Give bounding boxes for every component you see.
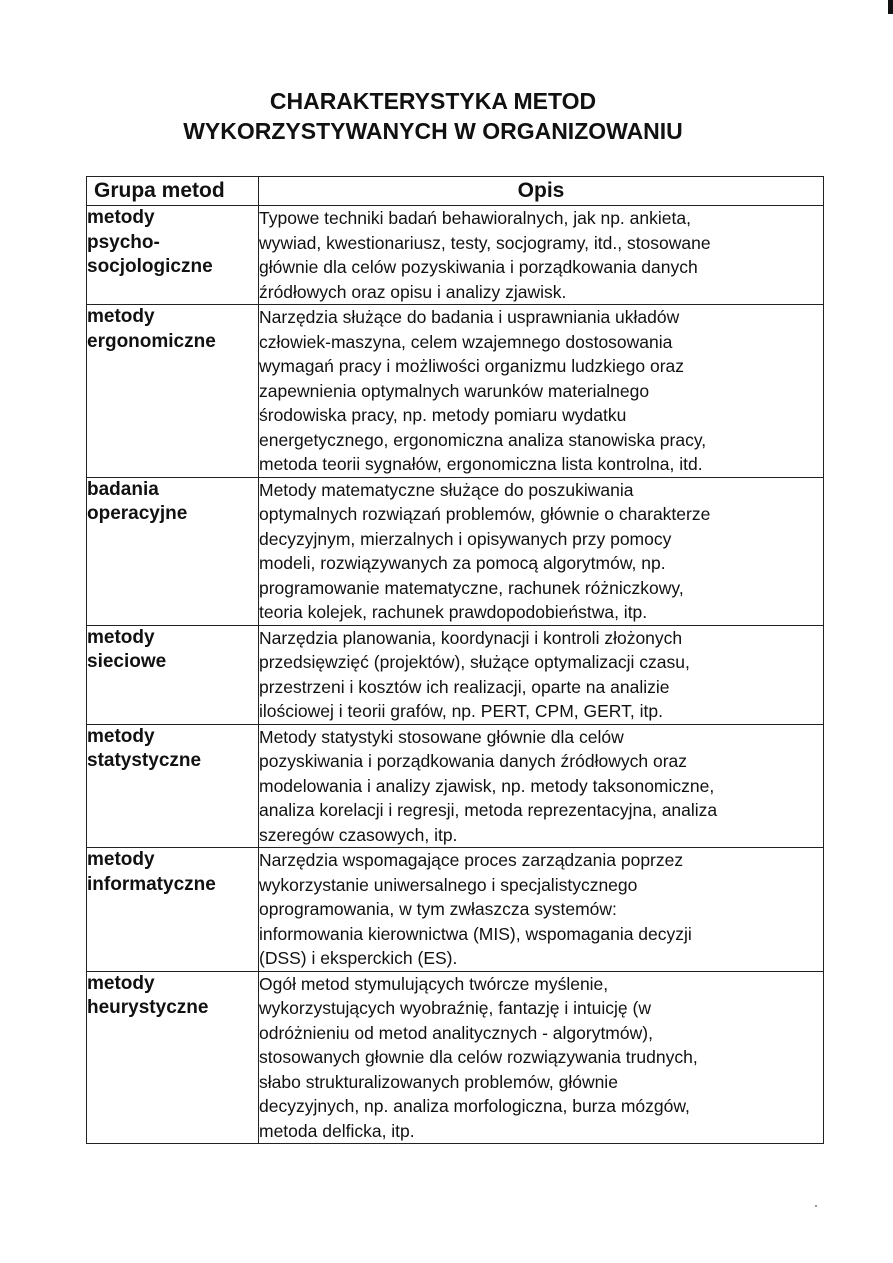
- method-description-line: stosowanych głownie dla celów rozwiązywania trudnych,: [259, 1047, 698, 1067]
- method-description-line: wymagań pracy i możliwości organizmu ludzkiego oraz: [259, 356, 685, 376]
- method-group-name-line: badania: [87, 478, 159, 500]
- method-group-name-line: metody: [87, 207, 155, 228]
- method-group-cell: [87, 971, 259, 1144]
- method-description-line: Narzędzia wspomagające proces zarządzania poprzez: [259, 850, 684, 870]
- method-description-line: szeregów czasowych, itp.: [259, 824, 458, 845]
- method-description-line: człowiek-maszyna, celem wzajemnego dostosowania: [259, 331, 673, 352]
- method-description-cell: [259, 848, 824, 972]
- method-group-cell: [87, 625, 259, 724]
- method-group-name-line: operacyjne: [87, 503, 188, 524]
- title-line: CHARAKTERYSTYKA METOD: [269, 88, 597, 114]
- method-description-cell: [259, 477, 824, 625]
- method-description-line: odróżnieniu od metod analitycznych - algorytmów),: [259, 1022, 653, 1043]
- method-description-line: analiza korelacji i regresji, metoda reprezentacyjna, analiza: [259, 800, 718, 820]
- table-header-row: [87, 177, 824, 206]
- method-group-cell: [87, 206, 259, 305]
- method-description-line: Metody statystyki stosowane głównie dla celów: [259, 726, 624, 747]
- method-description-line: metoda teorii sygnałów, ergonomiczna lista kontrolna, itd.: [259, 454, 703, 474]
- method-group-cell: [87, 848, 259, 972]
- method-group-name-line: statystyczne: [87, 750, 202, 771]
- table-row: [87, 848, 824, 972]
- method-group-cell: [87, 305, 259, 478]
- method-description-line: oprogramowania, w tym zwłaszcza systemów:: [259, 899, 617, 919]
- method-description-line: Ogół metod stymulujących twórcze myślenie,: [259, 973, 609, 994]
- method-description-line: pozyskiwania i porządkowania danych źródłowych oraz: [259, 751, 687, 771]
- method-group-name-line: metody: [87, 725, 155, 747]
- method-description-line: Metody matematyczne służące do poszukiwania: [259, 479, 634, 500]
- method-description-line: przestrzeni i kosztów ich realizacji, oparte na analizie: [259, 676, 670, 697]
- method-description-line: Narzędzia planowania, koordynacji i kontroli złożonych: [259, 627, 683, 648]
- column-header-description: Opis: [259, 177, 824, 206]
- method-description-cell: [259, 305, 824, 478]
- method-group-name-line: informatyczne: [87, 873, 216, 895]
- method-description-line: decyzyjnych, np. analiza morfologiczna, burza mózgów,: [259, 1096, 690, 1116]
- method-description-line: informowania kierownictwa (MIS), wspomagania decyzji: [259, 923, 692, 944]
- method-description-line: głównie dla celów pozyskiwania i porządkowania danych: [259, 257, 698, 277]
- method-description-line: modeli, rozwiązywanych za pomocą algorytmów, np.: [259, 553, 666, 573]
- method-description-line: programowanie matematyczne, rachunek różniczkowy,: [259, 577, 684, 598]
- method-group-name-line: metody: [87, 849, 155, 870]
- method-description-line: przedsięwzięć (projektów), służące optymalizacji czasu,: [259, 652, 690, 672]
- table-row: [87, 206, 824, 305]
- method-description-line: modelowania i analizy zjawisk, np. metody taksonomiczne,: [259, 775, 715, 796]
- scan-speck: [815, 1205, 817, 1207]
- method-description-line: energetycznego, ergonomiczna analiza stanowiska pracy,: [259, 429, 707, 450]
- table-row: [87, 625, 824, 724]
- method-description-line: zapewnienia optymalnych warunków materialnego: [259, 380, 650, 401]
- title-line: WYKORZYSTYWANYCH W ORGANIZOWANIU: [183, 118, 683, 144]
- method-group-name-line: metody: [87, 972, 155, 994]
- method-description-line: źródłowych oraz opisu i analizy zjawisk.: [259, 281, 567, 302]
- method-description-cell: [259, 971, 824, 1144]
- table-row: [87, 477, 824, 625]
- method-description-cell: [259, 206, 824, 305]
- method-group-name-line: ergonomiczne: [87, 330, 216, 352]
- method-group-cell: [87, 477, 259, 625]
- method-description-line: wywiad, kwestionariusz, testy, socjogramy, itd., stosowane: [259, 232, 711, 253]
- method-description-cell: [259, 625, 824, 724]
- method-description-line: (DSS) i eksperckich (ES).: [259, 948, 458, 968]
- method-description-line: wykorzystanie uniwersalnego i specjalistycznego: [259, 874, 638, 895]
- method-description-line: decyzyjnym, mierzalnych i opisywanych przy pomocy: [259, 528, 672, 549]
- method-description-line: teoria kolejek, rachunek prawdopodobieństwa, itp.: [259, 602, 648, 622]
- method-description-line: metoda delficka, itp.: [259, 1120, 415, 1141]
- method-group-name-line: heurystyczne: [87, 997, 209, 1018]
- column-header-group: Grupa metod: [87, 177, 259, 206]
- document-title: [0, 86, 866, 146]
- method-description-line: ilościowej i teorii grafów, np. PERT, CPM, GERT, itp.: [259, 701, 663, 721]
- method-group-name-line: sieciowe: [87, 651, 167, 672]
- method-description-line: optymalnych rozwiązań problemów, głównie o charakterze: [259, 504, 711, 524]
- method-group-cell: [87, 724, 259, 848]
- table-row: [87, 971, 824, 1144]
- methods-table-body: [87, 206, 824, 1144]
- method-group-name-line: metody: [87, 626, 155, 648]
- scan-corner-mark: [888, 0, 893, 14]
- method-description-line: wykorzystujących wyobraźnię, fantazję i intuicję (w: [259, 998, 651, 1018]
- method-description-line: Narzędzia służące do badania i usprawniania układów: [259, 307, 680, 327]
- table-row: [87, 305, 824, 478]
- method-description-line: Typowe techniki badań behawioralnych, jak np. ankieta,: [259, 208, 691, 228]
- methods-table: [86, 176, 824, 1144]
- table-row: [87, 724, 824, 848]
- method-group-name-line: psycho-: [87, 231, 160, 253]
- method-group-name-line: metody: [87, 306, 155, 327]
- method-description-line: słabo strukturalizowanych problemów, głównie: [259, 1071, 618, 1092]
- method-description-cell: [259, 724, 824, 848]
- method-group-name-line: socjologiczne: [87, 256, 213, 277]
- method-description-line: środowiska pracy, np. metody pomiaru wydatku: [259, 405, 627, 425]
